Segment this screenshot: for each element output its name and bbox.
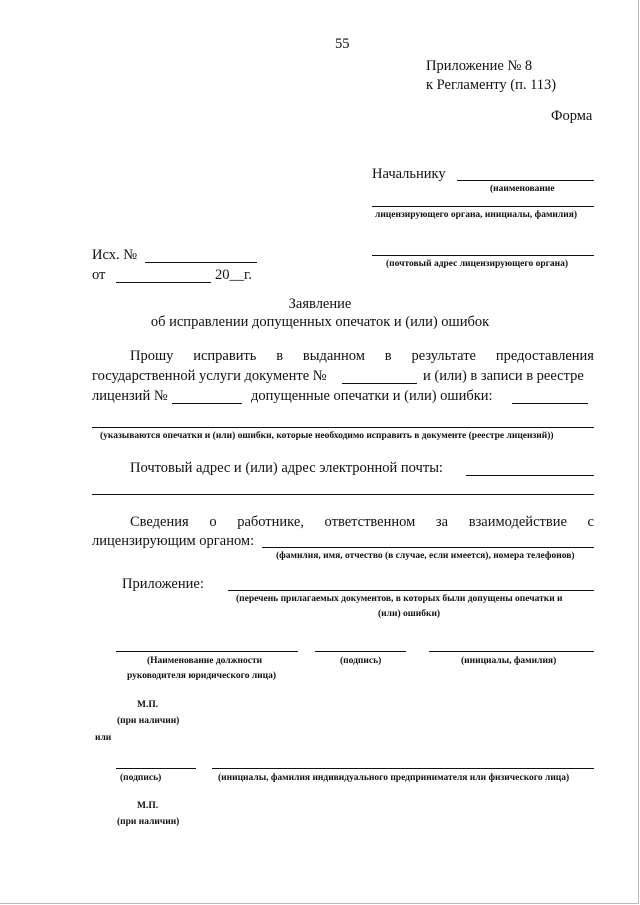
- individual-signature-hint: (подпись): [120, 773, 162, 783]
- request-word: результате: [411, 348, 476, 364]
- individual-signature-field[interactable]: [116, 768, 196, 769]
- request-word: выданном: [302, 348, 365, 364]
- outgoing-date-field[interactable]: [116, 282, 211, 283]
- contact-field-inline[interactable]: [466, 475, 594, 476]
- request-word: Прошу: [130, 348, 174, 364]
- legal-initials-hint: (инициалы, фамилия): [461, 656, 557, 666]
- individual-initials-field[interactable]: [212, 768, 594, 769]
- errors-field-inline[interactable]: [512, 403, 588, 404]
- employee-line-1: [130, 514, 594, 531]
- employee-field[interactable]: [262, 547, 594, 548]
- attachment-hint-1: (перечень прилагаемых документов, в которых были допущены опечатки и: [236, 594, 563, 604]
- employee-word: за: [435, 514, 449, 530]
- attachment-field[interactable]: [228, 590, 594, 591]
- appendix-number: Приложение № 8: [426, 58, 533, 74]
- document-title: Заявление: [288, 296, 352, 312]
- request-line-3b: допущенные опечатки и (или) ошибки:: [251, 388, 493, 404]
- addressee-postal-field[interactable]: [372, 255, 594, 256]
- position-field[interactable]: [116, 651, 298, 652]
- errors-field[interactable]: [92, 427, 594, 428]
- appendix-regulation: к Регламенту (п. 113): [426, 77, 557, 93]
- employee-word: о: [209, 514, 217, 530]
- form-label: Форма: [551, 108, 593, 124]
- request-word: в: [276, 348, 284, 364]
- addressee-org-field[interactable]: [372, 206, 594, 207]
- addressee-name-field[interactable]: [457, 180, 594, 181]
- document-number-field[interactable]: [342, 383, 417, 384]
- legal-signature-hint: (подпись): [340, 656, 382, 666]
- addressee-postal-hint: (почтовый адрес лицензирующего органа): [386, 259, 569, 269]
- individual-seal-note: (при наличии): [117, 817, 180, 827]
- attachment-label: Приложение:: [122, 576, 204, 592]
- addressee-to-label: Начальнику: [372, 166, 446, 182]
- outgoing-ref-field[interactable]: [145, 262, 257, 263]
- request-line-1: [130, 348, 594, 365]
- employee-word: с: [587, 514, 594, 530]
- employee-word: взаимодействие: [468, 514, 567, 530]
- page-number: 55: [335, 36, 350, 52]
- attachment-hint-2: (или) ошибки): [378, 609, 441, 619]
- individual-seal: М.П.: [137, 801, 159, 811]
- request-line-2b: и (или) в записи в реестре: [423, 368, 584, 384]
- errors-hint: (указываются опечатки и (или) ошибки, которые необходимо исправить в документе (реестре лицензий)): [100, 431, 554, 441]
- request-word: исправить: [193, 348, 257, 364]
- or-label: или: [95, 733, 112, 743]
- request-word: предоставления: [495, 348, 594, 364]
- request-word: в: [384, 348, 392, 364]
- contact-field[interactable]: [92, 494, 594, 495]
- employee-line-2: лицензирующим органом:: [92, 533, 255, 549]
- legal-seal: М.П.: [137, 700, 159, 710]
- license-number-field[interactable]: [172, 403, 242, 404]
- legal-signature-field[interactable]: [315, 651, 406, 652]
- request-line-2a: государственной услуги документе №: [92, 368, 327, 384]
- outgoing-ref-label: Исх. №: [92, 247, 138, 263]
- employee-word: Сведения: [130, 514, 189, 530]
- employee-word: работнике,: [237, 514, 304, 530]
- outgoing-from-label: от: [92, 267, 106, 283]
- request-line-3a: лицензий №: [92, 388, 168, 404]
- employee-word: ответственном: [324, 514, 416, 530]
- addressee-name-hint: (наименование: [490, 184, 555, 194]
- contact-label: Почтовый адрес и (или) адрес электронной почты:: [130, 460, 443, 476]
- outgoing-year-label: 20__г.: [215, 267, 252, 283]
- document-subtitle: об исправлении допущенных опечаток и (или) ошибок: [150, 314, 490, 330]
- addressee-org-hint: лицензирующего органа, инициалы, фамилия): [375, 210, 578, 220]
- position-hint-1: (Наименование должности: [147, 656, 263, 666]
- individual-initials-hint: (инициалы, фамилия индивидуального предпринимателя или физического лица): [218, 773, 570, 783]
- legal-seal-note: (при наличии): [117, 716, 180, 726]
- position-hint-2: руководителя юридического лица): [127, 671, 277, 681]
- employee-hint: (фамилия, имя, отчество (в случае, если имеется), номера телефонов): [276, 551, 575, 561]
- legal-initials-field[interactable]: [429, 651, 594, 652]
